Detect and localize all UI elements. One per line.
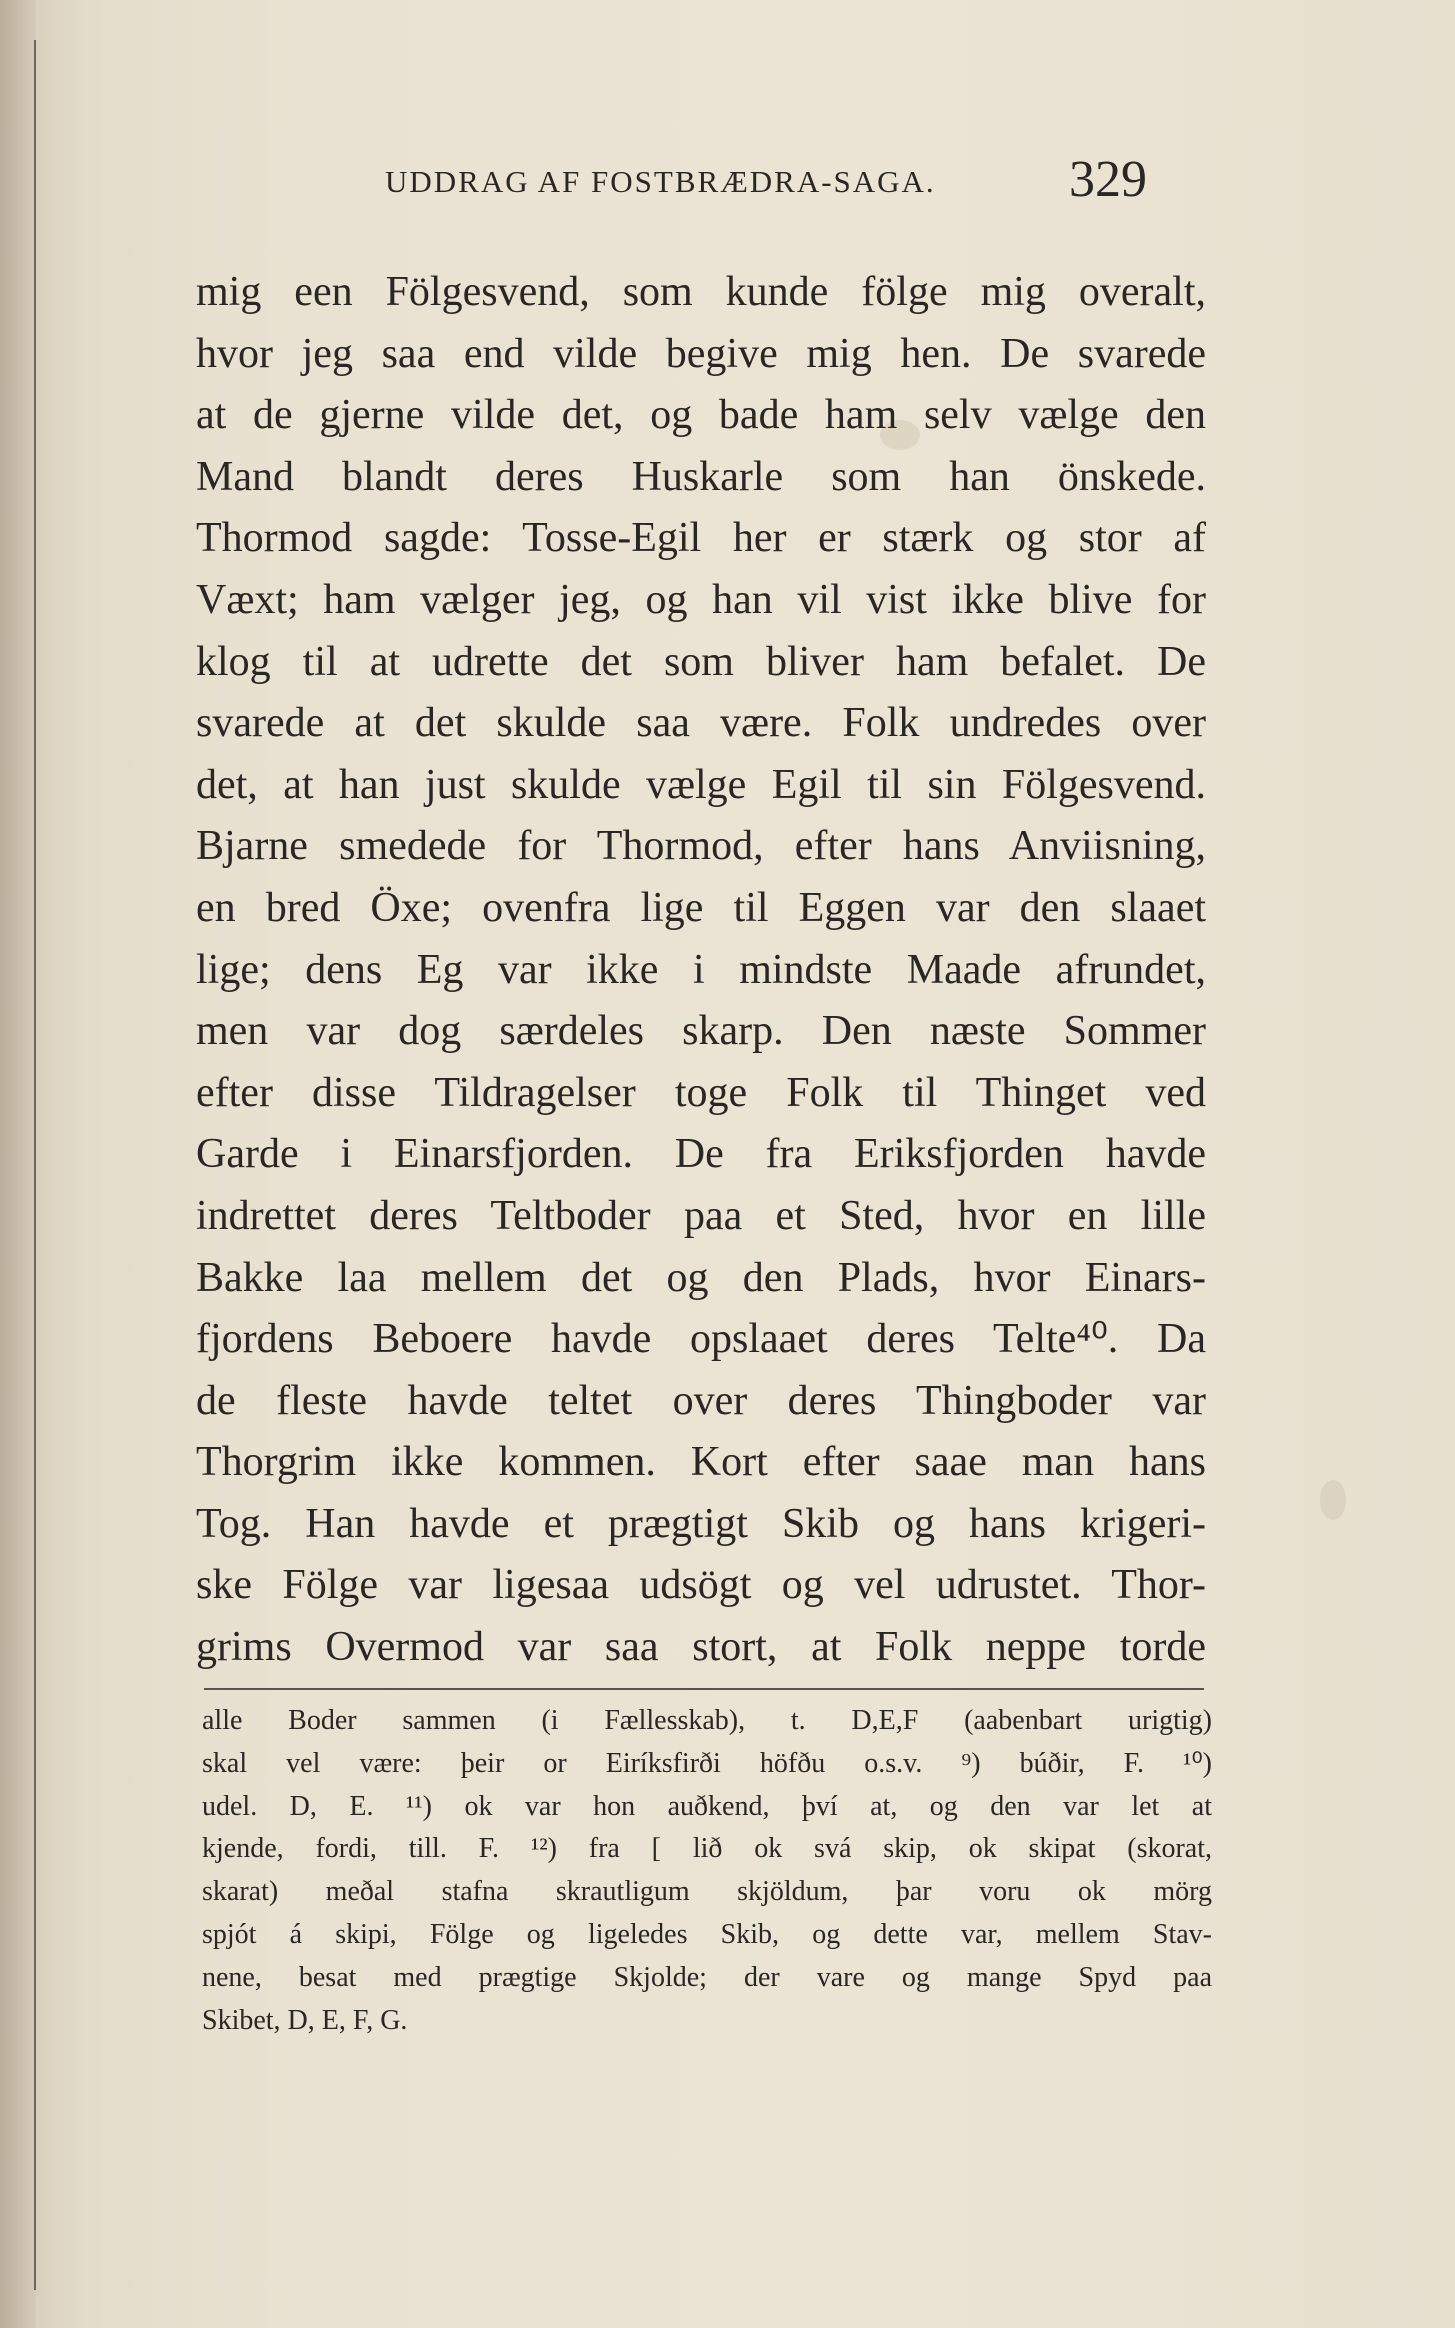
- text-line: ske Fölge var ligesaa udsögt og vel udrustet. Thor-: [196, 1562, 1206, 1609]
- footnote-line: kjende, fordi, till. F. ¹²) fra [ lið ok svá skip, ok skipat (skorat,: [202, 1833, 1212, 1865]
- footnote-line: alle Boder sammen (i Fællesskab), t. D,E,F (aabenbart urigtig): [202, 1705, 1212, 1736]
- text-line: de fleste havde teltet over deres Thingboder var: [196, 1377, 1206, 1424]
- footnote-line: spjót á skipi, Fölge og ligeledes Skib, og dette var, mellem Stav-: [202, 1918, 1212, 1950]
- footnote-rule: [204, 1688, 1204, 1690]
- text-line: Thormod sagde: Tosse-Egil her er stærk og stor af: [196, 515, 1206, 562]
- text-line: lige; dens Eg var ikke i mindste Maade afrundet,: [196, 946, 1206, 993]
- text-line: det, at han just skulde vælge Egil til sin Fölgesvend.: [196, 761, 1206, 808]
- text-line: men var dog særdeles skarp. Den næste Sommer: [196, 1008, 1206, 1055]
- text-line: efter disse Tildragelser toge Folk til Thinget ved: [196, 1069, 1206, 1116]
- text-line: Mand blandt deres Huskarle som han önskede.: [196, 453, 1206, 500]
- footnote-line: Skibet, D, E, F, G.: [202, 2004, 408, 2036]
- text-line: Garde i Einarsfjorden. De fra Eriksfjorden havde: [196, 1131, 1206, 1178]
- text-line: Bjarne smedede for Thormod, efter hans Anviisning,: [196, 823, 1206, 870]
- text-line: Thorgrim ikke kommen. Kort efter saae man hans: [196, 1439, 1206, 1486]
- text-line: grims Overmod var saa stort, at Folk neppe torde: [196, 1624, 1206, 1671]
- text-line: indrettet deres Teltboder paa et Sted, hvor en lille: [196, 1192, 1206, 1239]
- footnote-line: nene, besat med prægtige Skjolde; der vare og mange Spyd paa: [202, 1961, 1212, 1993]
- page-number: 329: [1069, 151, 1147, 208]
- text-line: mig een Fölgesvend, som kunde fölge mig overalt,: [196, 269, 1206, 315]
- text-line: svarede at det skulde saa være. Folk undredes over: [196, 700, 1206, 747]
- footnotes: [202, 1700, 1212, 2042]
- text-line: fjordens Beboere havde opslaaet deres Telte⁴⁰. Da: [196, 1316, 1206, 1363]
- footnote-line: skarat) meðal stafna skrautligum skjöldum, þar voru ok mörg: [202, 1876, 1212, 1908]
- text-line: Væxt; ham vælger jeg, og han vil vist ikke blive for: [196, 576, 1206, 623]
- binding-gutter: [0, 0, 36, 2328]
- text-line: at de gjerne vilde det, og bade ham selv vælge den: [196, 392, 1206, 439]
- text-line: en bred Öxe; ovenfra lige til Eggen var den slaaet: [196, 884, 1206, 931]
- paper-stain: [1320, 1480, 1346, 1520]
- running-head: UDDRAG AF FOSTBRÆDRA-SAGA.: [385, 164, 936, 199]
- page-header: [385, 150, 1165, 210]
- text-line: Tog. Han havde et prægtigt Skib og hans krigeri-: [196, 1500, 1206, 1547]
- text-line: Bakke laa mellem det og den Plads, hvor Einars-: [196, 1254, 1206, 1301]
- main-text: [196, 262, 1206, 1679]
- text-line: klog til at udrette det som bliver ham befalet. De: [196, 638, 1206, 685]
- binding-edge-line: [34, 40, 36, 2290]
- footnote-line: udel. D, E. ¹¹) ok var hon auðkend, því at, og den var let at: [202, 1790, 1212, 1822]
- footnote-line: skal vel være: þeir or Eiríksfirði höfðu o.s.v. ⁹) búðir, F. ¹⁰): [202, 1747, 1212, 1779]
- text-line: hvor jeg saa end vilde begive mig hen. De svarede: [196, 330, 1206, 377]
